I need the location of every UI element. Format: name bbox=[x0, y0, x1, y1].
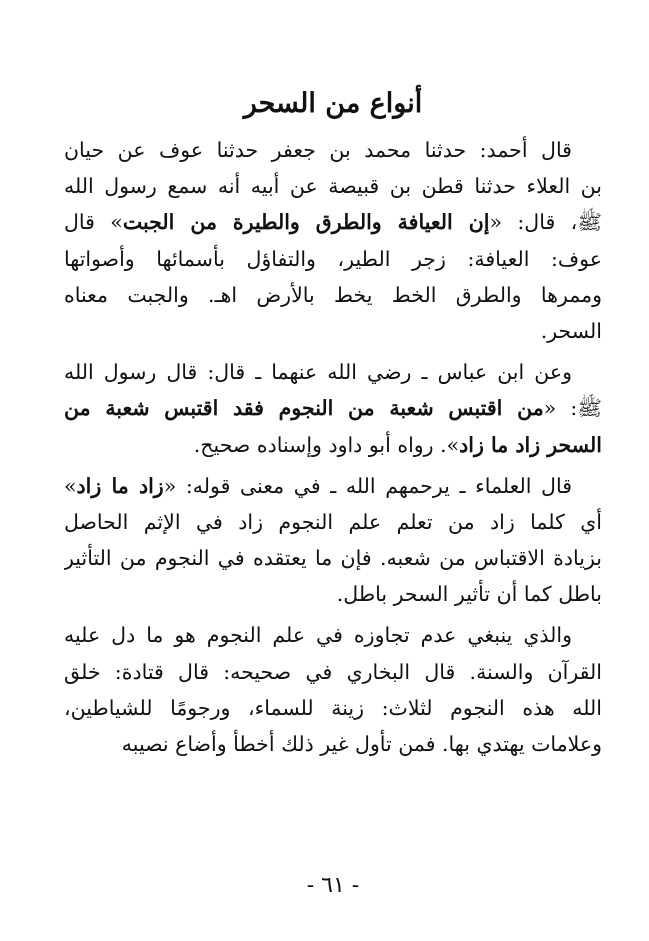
body-text bbox=[64, 132, 602, 762]
text-line bbox=[64, 504, 602, 540]
text-line bbox=[64, 277, 602, 313]
text-line bbox=[64, 241, 602, 277]
text-line bbox=[64, 726, 602, 762]
text-run: وممرها والطرق الخط يخط بالأرض اهـ. والجبت معناه bbox=[64, 282, 602, 307]
text-line bbox=[64, 204, 602, 240]
text-run: » bbox=[64, 473, 77, 498]
section-heading: أنواع من السحر bbox=[243, 88, 423, 119]
book-page bbox=[64, 0, 602, 941]
text-line bbox=[64, 313, 602, 349]
text-line bbox=[64, 690, 602, 726]
text-run: القرآن والسنة. قال البخاري في صحيحه: قال قتادة: خلق bbox=[64, 659, 602, 684]
text-run: وعلامات يهتدي بها. فمن تأول غير ذلك أخطأ وأضاع نصيبه bbox=[121, 732, 602, 756]
paragraph bbox=[64, 617, 602, 762]
page-number: - ٦١ - bbox=[306, 873, 360, 898]
text-line bbox=[64, 468, 602, 504]
bold-quote: زاد ما زاد bbox=[76, 473, 164, 498]
text-run: وعن ابن عباس ـ رضي الله عنهما ـ قال: قال رسول الله bbox=[64, 360, 572, 385]
text-run: » قال bbox=[64, 210, 123, 235]
text-run: الله هذه النجوم لثلاث: زينة للسماء، ورجومًا للشياطين، bbox=[64, 695, 602, 720]
text-line bbox=[64, 427, 602, 463]
text-line bbox=[64, 168, 602, 204]
text-run: قال أحمد: حدثنا محمد بن جعفر حدثنا عوف عن حيان bbox=[64, 138, 572, 162]
text-line bbox=[64, 540, 602, 576]
text-run: ﷺ: « bbox=[543, 396, 602, 421]
bold-quote: من اقتبس شعبة من النجوم فقد اقتبس شعبة من bbox=[64, 396, 544, 421]
text-run: بزيادة الاقتباس من شعبه. فإن ما يعتقده في النجوم من التأثير bbox=[64, 546, 602, 571]
paragraph bbox=[64, 132, 602, 349]
bold-quote: إن العيافة والطرق والطيرة من الجبت bbox=[122, 210, 490, 235]
text-run: بن العلاء حدثنا قطن بن قبيصة عن أبيه أنه سمع رسول الله bbox=[64, 174, 602, 199]
text-line bbox=[64, 654, 602, 690]
text-run: أي كلما زاد من تعلم علم النجوم زاد في الإثم الحاصل bbox=[64, 509, 602, 534]
text-run: السحر. bbox=[540, 318, 602, 343]
text-line bbox=[64, 576, 602, 612]
bold-quote: السحر زاد ما زاد bbox=[459, 432, 602, 457]
text-line bbox=[64, 354, 602, 390]
paragraph bbox=[64, 468, 602, 613]
text-run: باطل كما أن تأثير السحر باطل. bbox=[336, 582, 602, 607]
text-line bbox=[64, 617, 602, 653]
text-run: ﷺ، قال: « bbox=[489, 210, 602, 235]
text-run: ». رواه أبو داود وإسناده صحيح. bbox=[193, 432, 460, 457]
text-line bbox=[64, 390, 602, 426]
text-run: عوف: العيافة: زجر الطير، والتفاؤل بأسمائها وأصواتها bbox=[64, 246, 602, 271]
text-run: والذي ينبغي عدم تجاوزه في علم النجوم هو ما دل عليه bbox=[64, 623, 572, 648]
text-run: قال العلماء ـ يرحمهم الله ـ في معنى قوله: « bbox=[163, 473, 572, 498]
text-line bbox=[64, 132, 602, 168]
paragraph bbox=[64, 354, 602, 463]
